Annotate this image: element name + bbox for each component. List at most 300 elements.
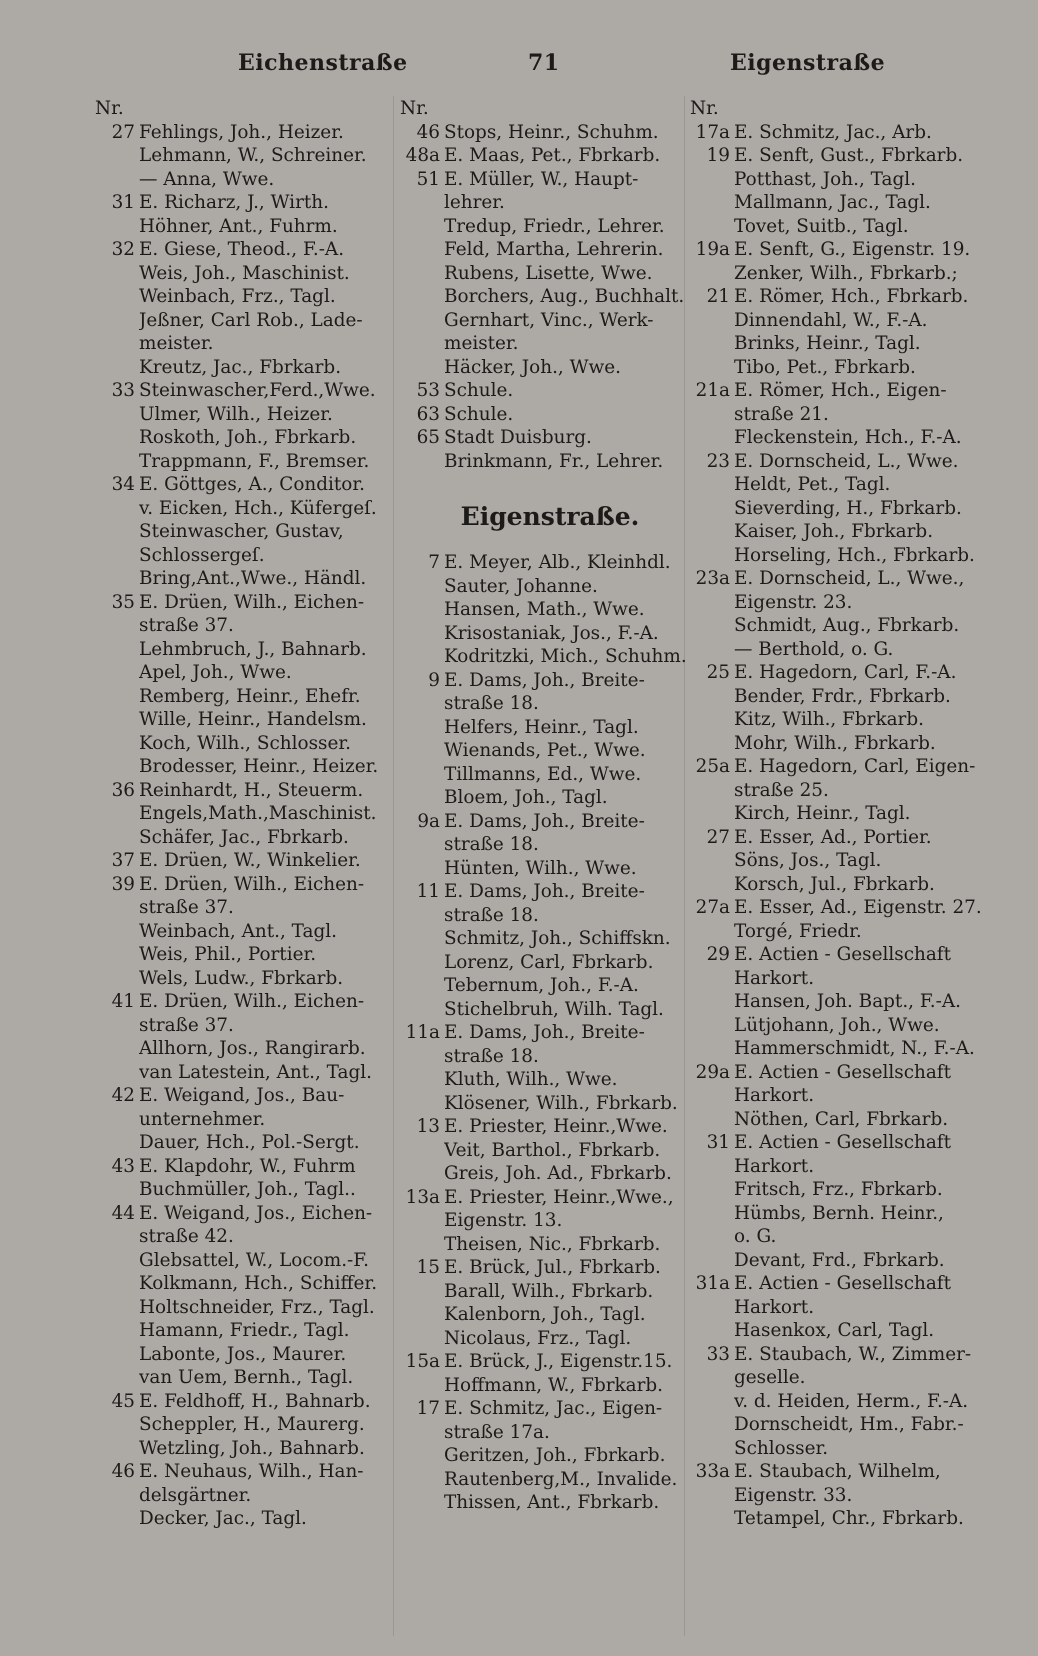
- directory-entry: [95, 1390, 395, 1414]
- directory-entry: [400, 786, 700, 810]
- entry-text: Theisen, Nic., Fbrkarb.: [444, 1233, 661, 1255]
- house-number: 11a: [405, 1022, 440, 1043]
- directory-entry: [690, 1131, 990, 1155]
- entry-text: v. Eicken, Hch., Küfergeſ.: [139, 497, 377, 519]
- column-3: [690, 97, 990, 1531]
- directory-entry: [690, 1178, 990, 1202]
- house-number: [95, 943, 139, 967]
- entry-text: Glebsattel, W., Locom.-F.: [139, 1249, 369, 1271]
- entry-text: Horseling, Hch., Fbrkarb.: [734, 544, 975, 566]
- entry-text: Barall, Wilh., Fbrkarb.: [444, 1280, 654, 1302]
- directory-entry: [95, 1178, 395, 1202]
- entry-text: Tovet, Suitb., Tagl.: [734, 215, 909, 237]
- directory-entry: [400, 1186, 700, 1210]
- entry-text: delsgärtner.: [139, 1484, 252, 1506]
- house-number: [690, 1437, 734, 1461]
- house-number: [690, 1296, 734, 1320]
- house-number: 34: [111, 474, 135, 495]
- directory-entry: [690, 426, 990, 450]
- entry-text: Schäfer, Jac., Fbrkarb.: [139, 826, 349, 848]
- entry-text: straße 18.: [444, 1045, 539, 1067]
- directory-entry: [95, 450, 395, 474]
- directory-entry: [400, 904, 700, 928]
- house-number: [95, 1178, 139, 1202]
- entry-text: E. Feldhoff, H., Bahnarb.: [139, 1390, 371, 1412]
- directory-entry: [690, 1507, 990, 1531]
- directory-entry: [400, 191, 700, 215]
- directory-entry: [690, 849, 990, 873]
- house-number: [690, 802, 734, 826]
- house-number: 25a: [695, 756, 730, 777]
- house-number: 19: [706, 145, 730, 166]
- house-number: 35: [111, 591, 135, 613]
- house-number: 39: [111, 873, 135, 895]
- house-number: [400, 716, 444, 740]
- house-number: 31: [111, 192, 135, 213]
- entry-text: E. Göttges, A., Conditor.: [139, 474, 365, 495]
- house-number: [95, 826, 139, 850]
- entry-text: Mallmann, Jac., Tagl.: [734, 192, 931, 213]
- directory-entry: [400, 551, 700, 575]
- directory-entry: [690, 1437, 990, 1461]
- directory-entry: [690, 450, 990, 474]
- house-number: [95, 309, 139, 333]
- entry-text: Harkort.: [734, 1085, 815, 1106]
- house-number: [95, 920, 139, 944]
- section-title: Eigenstraße.: [460, 502, 640, 531]
- entry-text: Hasenkox, Carl, Tagl.: [734, 1320, 935, 1341]
- directory-entry: [400, 121, 700, 145]
- directory-entry: [690, 873, 990, 897]
- directory-entry: [95, 755, 395, 779]
- entry-text: Bring,Ant.,Wwe., Händl.: [139, 568, 367, 589]
- directory-entry: [690, 614, 990, 638]
- house-number: [400, 1045, 444, 1069]
- directory-entry: [95, 943, 395, 967]
- entry-text: E. Drüen, W., Winkelier.: [139, 850, 361, 871]
- entry-text: Kodritzki, Mich., Schuhm.: [444, 646, 687, 667]
- entry-text: E. Weigand, Jos., Bau-: [139, 1085, 345, 1106]
- house-number: 53: [416, 380, 440, 401]
- directory-entry: [95, 1225, 395, 1249]
- entry-text: Nöthen, Carl, Fbrkarb.: [734, 1108, 949, 1130]
- entry-text: Wetzling, Joh., Bahnarb.: [139, 1437, 365, 1459]
- directory-entry: [690, 238, 990, 262]
- entry-text: Tibo, Pet., Fbrkarb.: [734, 356, 916, 378]
- directory-entry: [95, 520, 395, 544]
- directory-entry: [95, 967, 395, 991]
- entry-text: Bloem, Joh., Tagl.: [444, 787, 608, 808]
- entry-text: E. Neuhaus, Wilh., Han-: [139, 1461, 364, 1482]
- directory-entry: [690, 1249, 990, 1273]
- entry-text: Fleckenstein, Hch., F.-A.: [734, 427, 962, 448]
- house-number: [400, 763, 444, 787]
- entry-text: E. Meyer, Alb., Kleinhdl.: [444, 552, 671, 573]
- directory-entry: [400, 1468, 700, 1492]
- entry-text: Remberg, Heinr., Ehefr.: [139, 685, 361, 707]
- directory-entry: [690, 1061, 990, 1085]
- house-number: [690, 544, 734, 568]
- entry-text: Hansen, Joh. Bapt., F.-A.: [734, 991, 961, 1012]
- directory-entry: [400, 1280, 700, 1304]
- entry-text: Roskoth, Joh., Fbrkarb.: [139, 427, 357, 448]
- house-number: [95, 1507, 139, 1531]
- entry-text: E. Dams, Joh., Breite-: [444, 669, 645, 691]
- entry-text: Wels, Ludw., Fbrkarb.: [139, 967, 344, 989]
- entry-text: Harkort.: [734, 1155, 815, 1177]
- house-number: [400, 1139, 444, 1163]
- entry-text: [444, 97, 700, 121]
- entry-text: straße 42.: [139, 1226, 234, 1247]
- entry-text: Reinhardt, H., Steuerm.: [139, 779, 364, 801]
- house-number: 7: [428, 552, 440, 573]
- directory-entry: [690, 97, 990, 121]
- directory-entry: [690, 473, 990, 497]
- house-number: [400, 1374, 444, 1398]
- house-number: [400, 1280, 444, 1304]
- directory-entry: [690, 168, 990, 192]
- directory-entry: [400, 645, 700, 669]
- directory-entry: [95, 1460, 395, 1484]
- house-number: 42: [111, 1085, 135, 1106]
- house-number: [95, 967, 139, 991]
- directory-entry: [95, 497, 395, 521]
- house-number: [95, 638, 139, 662]
- house-number: [690, 1225, 734, 1249]
- directory-entry: [400, 880, 700, 904]
- directory-entry: [400, 168, 700, 192]
- house-number: [95, 802, 139, 826]
- entry-text: E. Römer, Hch., Fbrkarb.: [734, 286, 969, 307]
- directory-entry: [690, 1366, 990, 1390]
- house-number: [400, 645, 444, 669]
- house-number: 51: [416, 168, 440, 190]
- directory-entry: [400, 1303, 700, 1327]
- entry-text: Stops, Heinr., Schuhm.: [444, 121, 659, 143]
- house-number: 27a: [695, 897, 730, 918]
- entry-text: Borchers, Aug., Buchhalt.: [444, 286, 685, 307]
- house-number: 17: [416, 1398, 440, 1419]
- house-number: 27: [706, 826, 730, 848]
- entry-text: Hünten, Wilh., Wwe.: [444, 857, 637, 879]
- directory-entry: [95, 567, 395, 591]
- entry-text: [139, 97, 395, 121]
- directory-entry: [95, 591, 395, 615]
- house-number: 23a: [695, 568, 730, 589]
- entry-text: Koch, Wilh., Schlosser.: [139, 732, 351, 754]
- directory-entry: [95, 144, 395, 168]
- directory-entry: [690, 1296, 990, 1320]
- entry-text: Lehmbruch, J., Bahnarb.: [139, 638, 367, 660]
- house-number: [400, 309, 444, 333]
- entry-text: Weinbach, Ant., Tagl.: [139, 920, 337, 942]
- directory-entry: [95, 544, 395, 568]
- directory-entry: [95, 262, 395, 286]
- directory-entry: [690, 1319, 990, 1343]
- entry-text: Schmitz, Joh., Schiffskn.: [444, 928, 671, 949]
- entry-text: straße 18.: [444, 834, 539, 855]
- house-number: 63: [416, 403, 440, 425]
- house-number: 43: [111, 1155, 135, 1177]
- entry-text: Söns, Jos., Tagl.: [734, 850, 882, 871]
- entry-text: Potthast, Joh., Tagl.: [734, 168, 916, 190]
- entry-text: E. Esser, Ad., Portier.: [734, 826, 932, 848]
- directory-entry: [400, 951, 700, 975]
- entry-text: E. Senft, G., Eigenstr. 19.: [734, 239, 971, 260]
- house-number: [95, 450, 139, 474]
- house-number: [690, 1037, 734, 1061]
- entry-text: Hammerschmidt, N., F.-A.: [734, 1038, 975, 1059]
- directory-entry: [690, 896, 990, 920]
- entry-text: Devant, Frd., Fbrkarb.: [734, 1249, 945, 1271]
- entry-text: Schlossergeſ.: [139, 544, 265, 566]
- house-number: [690, 1084, 734, 1108]
- house-number: [690, 1413, 734, 1437]
- house-number: [690, 262, 734, 286]
- house-number: [400, 262, 444, 286]
- house-number: [400, 1092, 444, 1116]
- entry-text: E. Priester, Heinr.,Wwe.,: [444, 1186, 674, 1208]
- entry-text: Brinkmann, Fr., Lehrer.: [444, 450, 664, 472]
- house-number: [400, 1421, 444, 1445]
- house-number: [95, 1249, 139, 1273]
- directory-entry: [95, 1366, 395, 1390]
- house-number: [95, 544, 139, 568]
- house-number: [95, 1014, 139, 1038]
- directory-entry: [95, 426, 395, 450]
- entry-text: Korsch, Jul., Fbrkarb.: [734, 873, 935, 895]
- house-number: [95, 215, 139, 239]
- house-number: 13a: [405, 1186, 440, 1208]
- house-number: 65: [416, 427, 440, 448]
- directory-entry: [95, 1014, 395, 1038]
- entry-text: Greis, Joh. Ad., Fbrkarb.: [444, 1163, 672, 1184]
- directory-entry: [95, 1413, 395, 1437]
- entry-text: E. Dornscheid, L., Wwe.: [734, 450, 959, 472]
- directory-entry: [690, 1084, 990, 1108]
- entry-text: Dauer, Hch., Pol.-Sergt.: [139, 1132, 360, 1153]
- entry-text: Eigenstr. 23.: [734, 591, 853, 613]
- house-number: [690, 920, 734, 944]
- directory-entry: [95, 238, 395, 262]
- house-number: [95, 1319, 139, 1343]
- directory-entry: [400, 403, 700, 427]
- entry-text: — Berthold, o. G.: [734, 638, 894, 660]
- directory-entry: [95, 332, 395, 356]
- entry-text: Holtschneider, Frz., Tagl.: [139, 1296, 375, 1318]
- directory-entry: [690, 332, 990, 356]
- house-number: [400, 927, 444, 951]
- entry-text: Harkort.: [734, 1296, 815, 1318]
- entry-text: E. Actien - Gesellschaft: [734, 1061, 952, 1083]
- house-number: 9: [428, 669, 440, 691]
- house-number: [690, 708, 734, 732]
- directory-entry: [690, 1225, 990, 1249]
- directory-entry: [95, 1061, 395, 1085]
- entry-text: Wille, Heinr., Handelsm.: [139, 709, 367, 730]
- entry-text: Bender, Frdr., Fbrkarb.: [734, 685, 951, 707]
- directory-entry: [400, 575, 700, 599]
- house-number: [690, 1155, 734, 1179]
- house-number: [690, 191, 734, 215]
- entry-text: Geritzen, Joh., Fbrkarb.: [444, 1445, 666, 1466]
- entry-text: Tillmanns, Ed., Wwe.: [444, 763, 642, 785]
- house-number: 11: [416, 881, 440, 902]
- directory-entry: [95, 191, 395, 215]
- house-number: [95, 1272, 139, 1296]
- directory-entry: [400, 450, 700, 474]
- directory-entry: [95, 1037, 395, 1061]
- entry-text: Buchmüller, Joh., Tagl..: [139, 1179, 356, 1200]
- house-number: [95, 1413, 139, 1437]
- house-number: [95, 567, 139, 591]
- entry-text: Decker, Jac., Tagl.: [139, 1508, 307, 1529]
- entry-text: v. d. Heiden, Herm., F.-A.: [734, 1390, 969, 1412]
- house-number: 48a: [405, 145, 440, 166]
- entry-text: E. Esser, Ad., Eigenstr. 27.: [734, 897, 982, 918]
- house-number: 36: [111, 779, 135, 801]
- house-number: [95, 1108, 139, 1132]
- house-number: [400, 598, 444, 622]
- entry-text: E. Richarz, J., Wirth.: [139, 192, 329, 213]
- entry-text: Kolkmann, Hch., Schiffer.: [139, 1273, 378, 1294]
- entry-text: E. Drüen, Wilh., Eichen-: [139, 991, 365, 1012]
- house-number: [690, 403, 734, 427]
- entry-text: Helfers, Heinr., Tagl.: [444, 716, 639, 738]
- entry-text: Krisostaniak, Jos., F.-A.: [444, 622, 659, 644]
- house-number: [95, 1061, 139, 1085]
- house-number: 13: [416, 1116, 440, 1137]
- running-header-right: Eigenstraße: [730, 50, 886, 76]
- entry-text: Schule.: [444, 380, 514, 401]
- directory-entry: [690, 1343, 990, 1367]
- entry-text: Lütjohann, Joh., Wwe.: [734, 1014, 940, 1036]
- directory-entry: [95, 1319, 395, 1343]
- entry-text: Lehmann, W., Schreiner.: [139, 145, 367, 166]
- house-number: [400, 1233, 444, 1257]
- house-number: [690, 1507, 734, 1531]
- house-number: [690, 990, 734, 1014]
- house-number: [95, 896, 139, 920]
- entry-text: Schmidt, Aug., Fbrkarb.: [734, 615, 960, 636]
- entry-text: Kreutz, Jac., Fbrkarb.: [139, 356, 342, 378]
- house-number: 29a: [695, 1061, 730, 1083]
- entry-text: Steinwascher, Gustav,: [139, 521, 344, 542]
- directory-entry: [690, 1155, 990, 1179]
- entry-text: E. Actien - Gesellschaft: [734, 944, 952, 965]
- entry-text: Labonte, Jos., Maurer.: [139, 1343, 347, 1365]
- house-number: [690, 520, 734, 544]
- directory-entry: [690, 732, 990, 756]
- entry-text: Feld, Martha, Lehrerin.: [444, 239, 664, 260]
- directory-entry: [400, 97, 700, 121]
- house-number: [95, 520, 139, 544]
- directory-entry: [400, 285, 700, 309]
- entry-text: Trappmann, F., Bremser.: [139, 450, 370, 472]
- entry-text: Brinks, Heinr., Tagl.: [734, 333, 921, 354]
- house-number: [95, 356, 139, 380]
- directory-entry: [400, 238, 700, 262]
- house-number: [95, 403, 139, 427]
- entry-text: straße 37.: [139, 897, 234, 918]
- directory-entry: [690, 661, 990, 685]
- entry-text: van Latestein, Ant., Tagl.: [139, 1061, 372, 1083]
- directory-entry: [400, 215, 700, 239]
- directory-entry: [400, 1092, 700, 1116]
- house-number: [400, 974, 444, 998]
- directory-entry: [95, 1131, 395, 1155]
- house-number: Nr.: [95, 98, 124, 119]
- directory-entry: [690, 1390, 990, 1414]
- house-number: [690, 732, 734, 756]
- directory-entry: [400, 1327, 700, 1351]
- directory-entry: [400, 1045, 700, 1069]
- directory-entry: [95, 1484, 395, 1508]
- house-number: [95, 262, 139, 286]
- directory-entry: [690, 1202, 990, 1226]
- entry-text: Heldt, Pet., Tagl.: [734, 474, 891, 495]
- entry-text: Häcker, Joh., Wwe.: [444, 356, 621, 378]
- entry-text: Tetampel, Chr., Fbrkarb.: [734, 1508, 964, 1529]
- house-number: [95, 1037, 139, 1061]
- directory-entry: [690, 990, 990, 1014]
- directory-entry: [400, 144, 700, 168]
- entry-text: Hamann, Friedr., Tagl.: [139, 1320, 350, 1341]
- directory-entry: [95, 1296, 395, 1320]
- entry-text: unternehmer.: [139, 1108, 266, 1130]
- house-number: [690, 1108, 734, 1132]
- directory-entry: [95, 309, 395, 333]
- house-number: [690, 1178, 734, 1202]
- directory-entry: [690, 144, 990, 168]
- house-number: 44: [111, 1202, 135, 1224]
- directory-entry: [400, 1374, 700, 1398]
- directory-entry: [400, 998, 700, 1022]
- entry-text: Hümbs, Bernh. Heinr.,: [734, 1202, 944, 1224]
- entry-text: Harkort.: [734, 967, 815, 989]
- house-number: [690, 1390, 734, 1414]
- entry-text: Eigenstr. 13.: [444, 1210, 563, 1231]
- house-number: [400, 215, 444, 239]
- house-number: [690, 614, 734, 638]
- entry-text: — Anna, Wwe.: [139, 168, 275, 190]
- directory-entry: [400, 1209, 700, 1233]
- directory-entry: [400, 974, 700, 998]
- directory-entry: [400, 1233, 700, 1257]
- entry-text: straße 18.: [444, 904, 539, 926]
- house-number: 33: [706, 1343, 730, 1365]
- entry-text: straße 17a.: [444, 1421, 550, 1443]
- house-number: 9a: [417, 810, 440, 832]
- directory-entry: [95, 614, 395, 638]
- entry-text: E. Actien - Gesellschaft: [734, 1273, 952, 1294]
- directory-entry: [690, 638, 990, 662]
- house-number: [400, 1327, 444, 1351]
- entry-text: Kaiser, Joh., Fbrkarb.: [734, 521, 934, 542]
- house-number: [690, 356, 734, 380]
- directory-entry: [400, 1397, 700, 1421]
- entry-text: E. Hagedorn, Carl, Eigen-: [734, 756, 976, 777]
- directory-entry: [95, 285, 395, 309]
- entry-text: [734, 97, 990, 121]
- house-number: [400, 904, 444, 928]
- directory-entry: [690, 403, 990, 427]
- directory-entry: [95, 1249, 395, 1273]
- entry-text: Steinwascher,Ferd.,Wwe.: [139, 380, 376, 401]
- directory-entry: [400, 692, 700, 716]
- entry-text: straße 25.: [734, 779, 829, 801]
- house-number: [690, 332, 734, 356]
